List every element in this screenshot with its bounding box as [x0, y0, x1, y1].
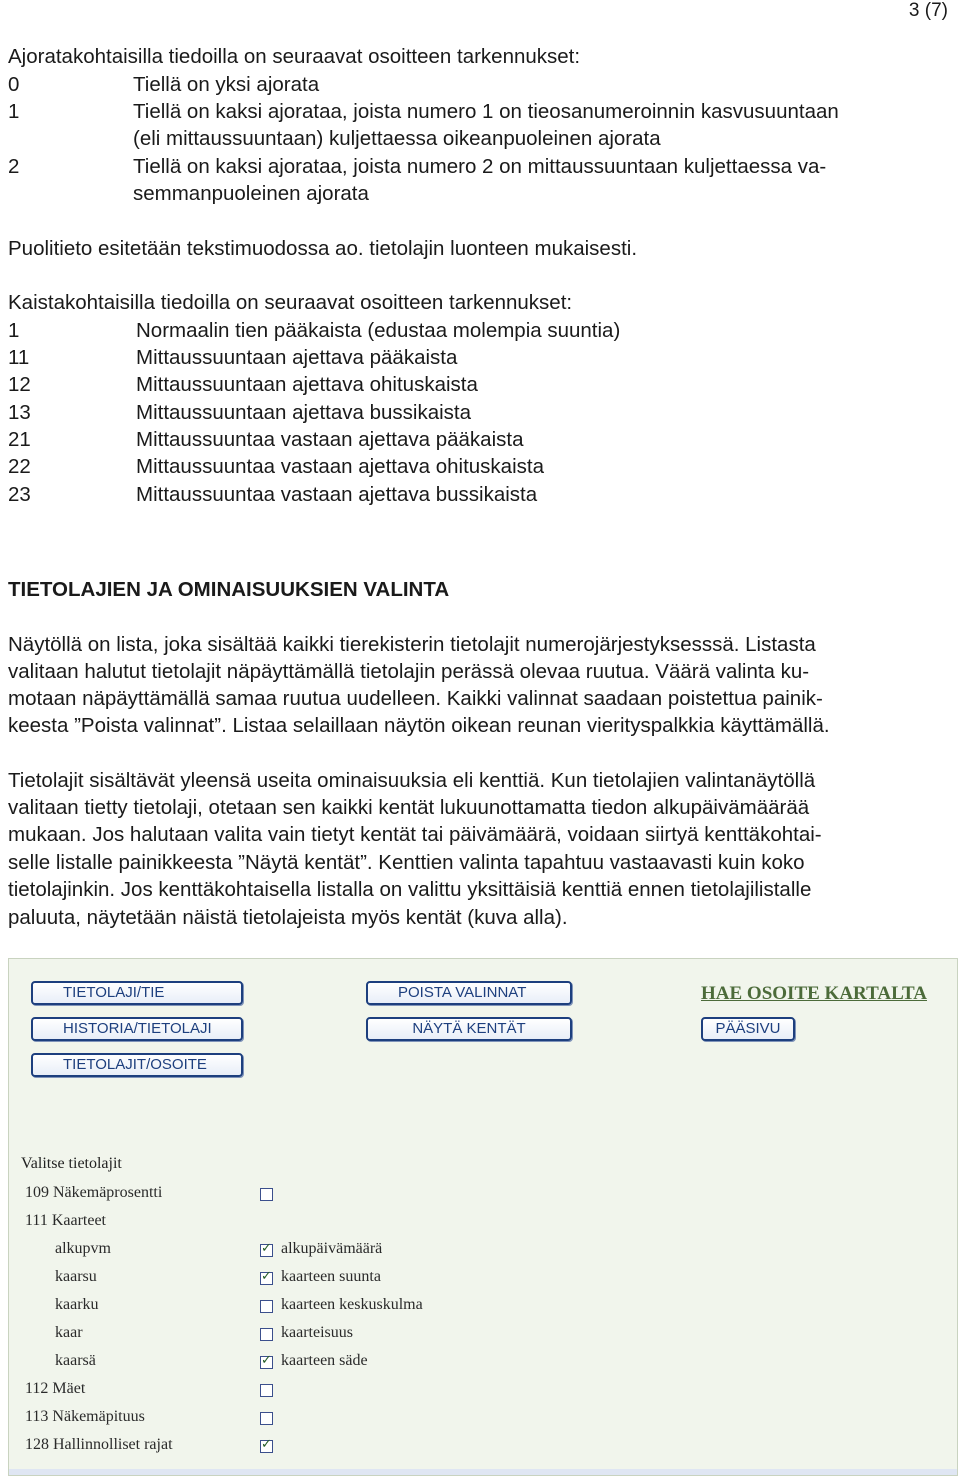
kaista-text: Mittaussuuntaa vastaan ajettava ohituskaista	[136, 455, 544, 478]
list-item-tietolaji: 109 Näkemäprosentti	[25, 1184, 163, 1201]
para1-line: motaan näpäyttämällä samaa ruutua uudelleen. Kaikki valinnat saadaan poistettua painik-	[8, 687, 823, 710]
historia-tietolaji-button[interactable]: HISTORIA/TIETOLAJI	[31, 1017, 243, 1041]
checkbox-checked[interactable]	[260, 1356, 273, 1369]
ajorata-intro: Ajoratakohtaisilla tiedoilla on seuraavat osoitteen tarkennukset:	[8, 45, 581, 68]
kaista-text: Mittaussuuntaan ajettava ohituskaista	[136, 373, 478, 396]
checkbox[interactable]	[260, 1384, 273, 1397]
kaista-code: 22	[8, 455, 31, 478]
kaista-text: Normaalin tien pääkaista (edustaa molempia suuntia)	[136, 319, 621, 342]
puolitieto-text: Puolitieto esitetään tekstimuodossa ao. tietolajin luonteen mukaisesti.	[8, 237, 638, 260]
nayta-kentat-button[interactable]: NÄYTÄ KENTÄT	[366, 1017, 572, 1041]
checkbox[interactable]	[260, 1300, 273, 1313]
para2-line: tietolajinkin. Jos kenttäkohtaisella listalla on valittu yksittäisiä kenttiä ennen tietolajilistalle	[8, 878, 812, 901]
para2-line: mukaan. Jos halutaan valita vain tietyt kentät tai päivämäärä, voidaan siirtyä kenttäkohtai-	[8, 823, 822, 846]
ajorata-text: (eli mittaussuuntaan) kuljettaessa oikeanpuoleinen ajorata	[133, 127, 661, 150]
list-item-tietolaji: 113 Näkemäpituus	[25, 1408, 145, 1425]
ajorata-text: semmanpuoleinen ajorata	[133, 182, 369, 205]
para2-line: Tietolajit sisältävät yleensä useita ominaisuuksia eli kenttiä. Kun tietolajien valintanäytöllä	[8, 769, 816, 792]
ajorata-code: 0	[8, 73, 20, 96]
para1-line: Näytöllä on lista, joka sisältää kaikki tierekisterin tietolajit numerojärjestyksesssä. Listasta	[8, 633, 816, 656]
section-heading: TIETOLAJIEN JA OMINAISUUKSIEN VALINTA	[8, 578, 450, 601]
kaista-code: 23	[8, 483, 31, 506]
para2-line: selle listalle painikkeesta ”Näytä kentät”. Kenttien valinta tapahtuu vastaavasti kuin koko	[8, 851, 805, 874]
field-name: kaarteen säde	[281, 1352, 368, 1369]
page-number: 3 (7)	[908, 0, 948, 21]
ajorata-text: Tiellä on kaksi ajorataa, joista numero 1 on tieosanumeroinnin kasvusuuntaan	[133, 100, 839, 123]
checkbox[interactable]	[260, 1188, 273, 1201]
list-item-field: alkupvm	[55, 1240, 111, 1257]
ajorata-text: Tiellä on yksi ajorata	[133, 73, 320, 96]
tietolaji-selection-screenshot	[8, 958, 958, 1476]
field-name: kaarteisuus	[281, 1324, 353, 1341]
para1-line: valitaan halutut tietolajit näpäyttämällä tietolajin perässä olevaa ruutua. Väärä valinta ku-	[8, 660, 810, 683]
hae-osoite-kartalta-link[interactable]: HAE OSOITE KARTALTA	[701, 983, 927, 1004]
tietolajit-osoite-button[interactable]: TIETOLAJIT/OSOITE	[31, 1053, 243, 1077]
ajorata-text: Tiellä on kaksi ajorataa, joista numero 2 on mittaussuuntaan kuljettaessa va-	[133, 155, 827, 178]
list-item-field: kaarsä	[55, 1352, 96, 1369]
para1-line: keesta ”Poista valinnat”. Listaa selaillaan näytön oikean reunan vierityspalkkia käyttämällä.	[8, 714, 830, 737]
list-item-tietolaji: 111 Kaarteet	[25, 1212, 106, 1229]
ajorata-code: 2	[8, 155, 20, 178]
list-item-tietolaji: 112 Mäet	[25, 1380, 86, 1397]
list-item-field: kaar	[55, 1324, 83, 1341]
kaista-text: Mittaussuuntaan ajettava pääkaista	[136, 346, 458, 369]
kaista-text: Mittaussuuntaa vastaan ajettava pääkaista	[136, 428, 524, 451]
checkbox[interactable]	[260, 1328, 273, 1341]
kaista-code: 11	[8, 346, 30, 369]
list-item-tietolaji: 128 Hallinnolliset rajat	[25, 1436, 173, 1453]
para2-line: paluuta, näytetään näistä tietolajeista myös kentät (kuva alla).	[8, 906, 568, 929]
list-title: Valitse tietolajit	[21, 1155, 122, 1172]
kaista-text: Mittaussuuntaan ajettava bussikaista	[136, 401, 472, 424]
field-name: kaarteen suunta	[281, 1268, 381, 1285]
kaista-code: 13	[8, 401, 31, 424]
list-item-field: kaarsu	[55, 1268, 97, 1285]
checkbox[interactable]	[260, 1412, 273, 1425]
para2-line: valitaan tietty tietolaji, otetaan sen kaikki kentät lukuunottamatta tiedon alkupäivämäärää	[8, 796, 810, 819]
checkbox-checked[interactable]	[260, 1440, 273, 1453]
list-item-field: kaarku	[55, 1296, 99, 1313]
field-name: alkupäivämäärä	[281, 1240, 383, 1257]
poista-valinnat-button[interactable]: POISTA VALINNAT	[366, 981, 572, 1005]
checkbox-checked[interactable]	[260, 1272, 273, 1285]
kaista-code: 1	[8, 319, 20, 342]
tietolaji-tie-button[interactable]: TIETOLAJI/TIE	[31, 981, 243, 1005]
ajorata-code: 1	[8, 100, 20, 123]
kaista-intro: Kaistakohtaisilla tiedoilla on seuraavat osoitteen tarkennukset:	[8, 291, 573, 314]
kaista-code: 12	[8, 373, 31, 396]
kaista-text: Mittaussuuntaa vastaan ajettava bussikaista	[136, 483, 538, 506]
field-name: kaarteen keskuskulma	[281, 1296, 423, 1313]
kaista-code: 21	[8, 428, 31, 451]
checkbox-checked[interactable]	[260, 1244, 273, 1257]
paasivu-button[interactable]: PÄÄSIVU	[701, 1017, 795, 1041]
